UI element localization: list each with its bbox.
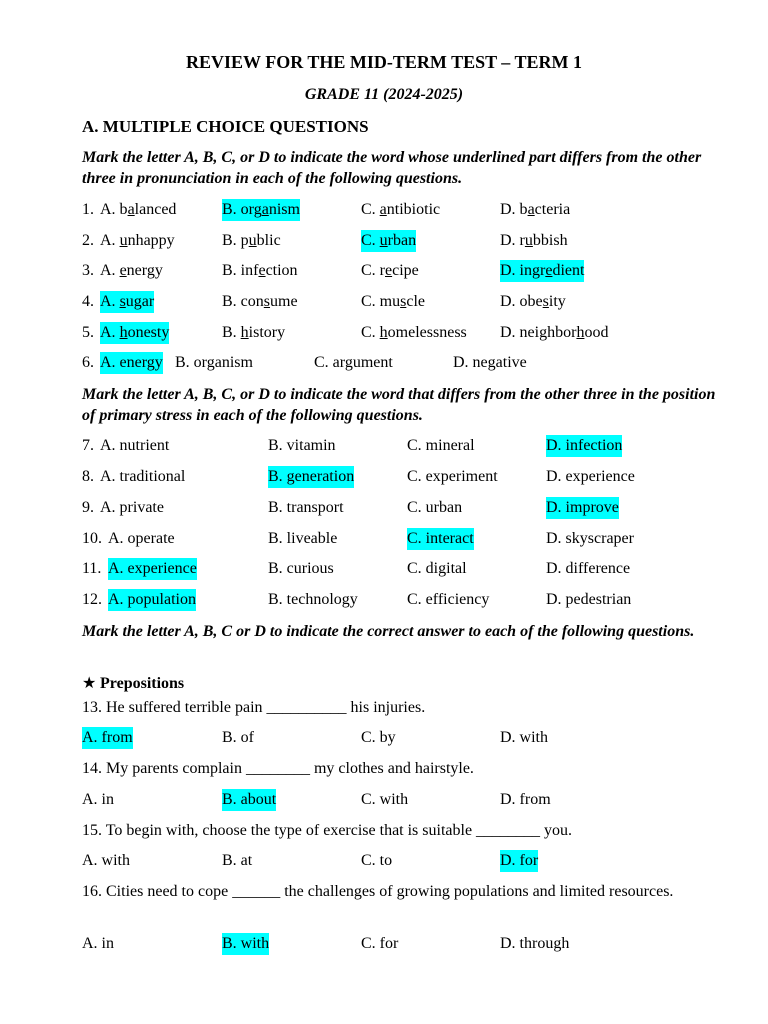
option-b: B. liveable — [268, 530, 338, 547]
option-b: B. history — [222, 324, 286, 341]
option-a-answer: A. population — [108, 589, 196, 611]
option-d: D. neighborhood — [500, 324, 609, 341]
option-d-answer: D. infection — [546, 435, 622, 457]
option-d: D. bacteria — [500, 201, 571, 218]
option-d-answer: D. for — [500, 850, 538, 872]
option-c: C. with — [361, 791, 409, 808]
option-a: A. energy — [100, 262, 163, 279]
option-c: C. experiment — [407, 468, 498, 485]
stress-instructions: Mark the letter A, B, C, or D to indicate the word that differs from the other three in the position of primary stress in each of the following questions. — [82, 386, 716, 424]
option-a: A. unhappy — [100, 232, 175, 249]
option-c: C. digital — [407, 560, 467, 577]
option-c: C. to — [361, 852, 393, 869]
option-a-answer: A. energy — [100, 352, 163, 374]
option-a: A. traditional — [100, 468, 186, 485]
question-number: 4. — [82, 293, 94, 310]
option-a: A. nutrient — [100, 437, 170, 454]
option-d: D. from — [500, 791, 551, 808]
option-b: B. technology — [268, 591, 358, 608]
option-c: C. for — [361, 935, 399, 952]
option-d-answer: D. ingredient — [500, 260, 584, 282]
option-a: A. with — [82, 852, 130, 869]
pronunciation-instructions: Mark the letter A, B, C, or D to indicate the word whose underlined part differs from the other three in pronunciation in each of the following questions. — [82, 149, 702, 187]
option-a-answer: A. honesty — [100, 322, 169, 344]
option-d: D. negative — [453, 354, 527, 371]
question-number: 5. — [82, 324, 94, 341]
question-number: 8. — [82, 468, 94, 485]
option-b: B. vitamin — [268, 437, 336, 454]
option-a: A. operate — [108, 530, 175, 547]
prepositions-heading: ★ Prepositions — [82, 675, 185, 692]
option-c: C. efficiency — [407, 591, 490, 608]
section-heading: A. MULTIPLE CHOICE QUESTIONS — [82, 117, 369, 136]
question-number: 11. — [82, 560, 102, 577]
option-b: B. consume — [222, 293, 298, 310]
question-number: 1. — [82, 201, 94, 218]
option-c: C. antibiotic — [361, 201, 441, 218]
option-a-answer: A. sugar — [100, 291, 154, 313]
option-b: B. curious — [268, 560, 334, 577]
option-d-answer: D. improve — [546, 497, 619, 519]
option-b: B. of — [222, 729, 254, 746]
document-subtitle: GRADE 11 (2024-2025) — [304, 86, 464, 103]
question-number: 10. — [82, 530, 102, 547]
option-d: D. experience — [546, 468, 635, 485]
question-16: 16. Cities need to cope ______ the challenges of growing populations and limited resources. — [82, 883, 674, 900]
option-d: D. difference — [546, 560, 631, 577]
option-a: A. in — [82, 935, 114, 952]
option-d: D. with — [500, 729, 548, 746]
option-c-answer: C. urban — [361, 230, 416, 252]
option-b-answer: B. organism — [222, 199, 300, 221]
option-b: B. infection — [222, 262, 298, 279]
question-13: 13. He suffered terrible pain __________ his injuries. — [82, 699, 426, 716]
question-number: 9. — [82, 499, 94, 516]
option-a-answer: A. from — [82, 727, 133, 749]
question-number: 2. — [82, 232, 94, 249]
option-c: C. by — [361, 729, 396, 746]
question-number: 12. — [82, 591, 102, 608]
option-c: C. muscle — [361, 293, 426, 310]
option-d: D. skyscraper — [546, 530, 634, 547]
option-b: B. organism — [175, 354, 253, 371]
option-b-answer: B. with — [222, 933, 269, 955]
question-number: 6. — [82, 354, 94, 371]
question-number: 3. — [82, 262, 94, 279]
option-b: B. public — [222, 232, 281, 249]
option-d: D. rubbish — [500, 232, 568, 249]
option-b: B. transport — [268, 499, 344, 516]
document-title: REVIEW FOR THE MID-TERM TEST – TERM 1 — [186, 52, 582, 72]
question-14: 14. My parents complain ________ my clothes and hairstyle. — [82, 760, 474, 777]
option-a: A. balanced — [100, 201, 177, 218]
option-c: C. argument — [314, 354, 393, 371]
option-b-answer: B. generation — [268, 466, 354, 488]
question-number: 7. — [82, 437, 94, 454]
option-d: D. pedestrian — [546, 591, 632, 608]
star-icon: ★ — [82, 675, 97, 692]
correct-answer-instructions: Mark the letter A, B, C or D to indicate the correct answer to each of the following questions. — [82, 623, 695, 640]
option-c: C. mineral — [407, 437, 475, 454]
option-a-answer: A. experience — [108, 558, 197, 580]
option-d: D. obesity — [500, 293, 566, 310]
option-c: C. homelessness — [361, 324, 467, 341]
option-d: D. through — [500, 935, 570, 952]
option-b-answer: B. about — [222, 789, 276, 811]
option-b: B. at — [222, 852, 253, 869]
option-a: A. private — [100, 499, 164, 516]
option-c: C. urban — [407, 499, 463, 516]
option-a: A. in — [82, 791, 114, 808]
option-c-answer: C. interact — [407, 528, 474, 550]
option-c: C. recipe — [361, 262, 419, 279]
question-15: 15. To begin with, choose the type of exercise that is suitable ________ you. — [82, 822, 573, 839]
